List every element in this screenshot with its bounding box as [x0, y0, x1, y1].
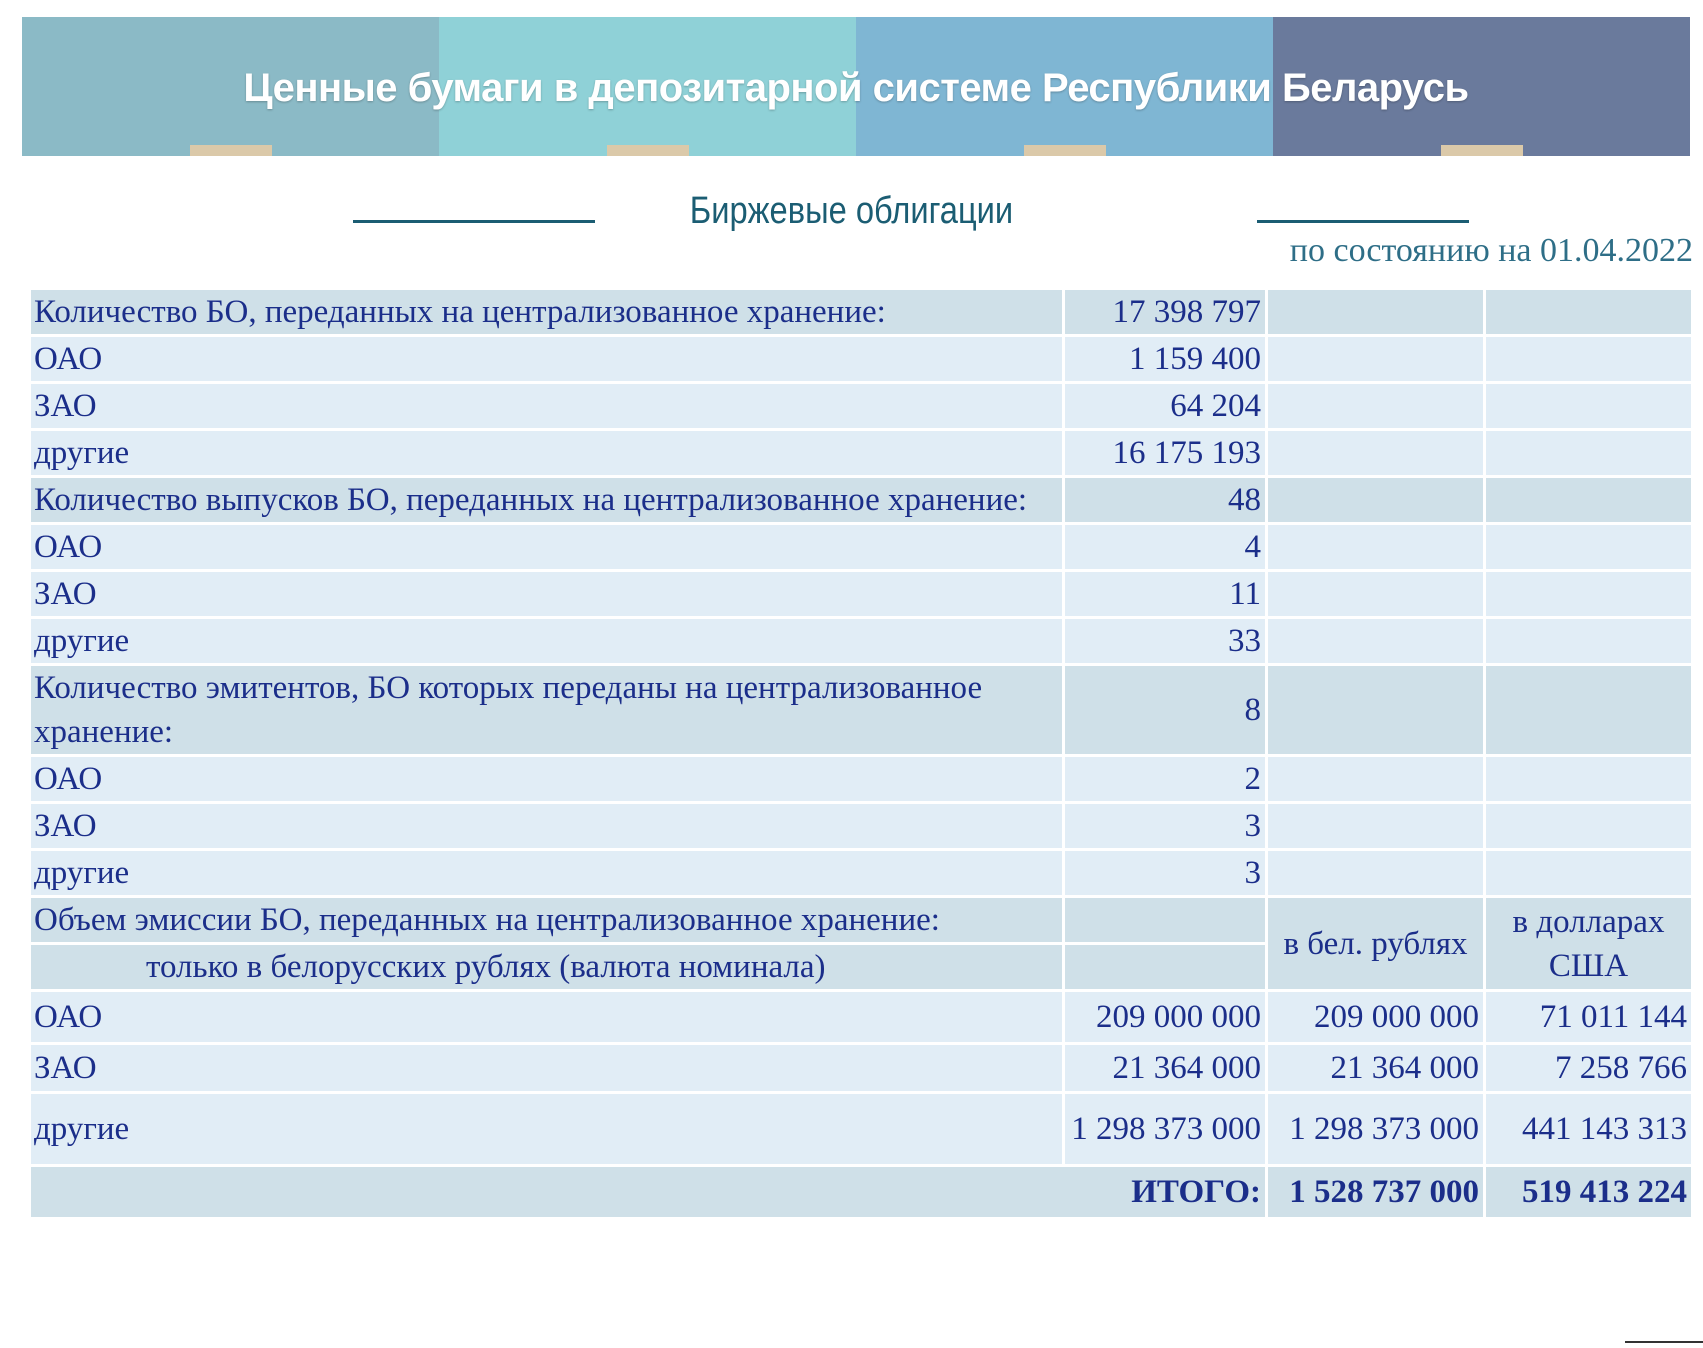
table-row	[30, 803, 1693, 850]
column-header-byn: в бел. рублях	[1267, 897, 1485, 991]
row-value-byn: 209 000 000	[1267, 991, 1485, 1044]
table-row	[30, 618, 1693, 665]
row-value: 4	[1064, 524, 1267, 571]
row-label: ОАО	[30, 991, 1064, 1044]
total-row	[30, 1166, 1693, 1219]
page-title: Ценные бумаги в депозитарной системе Республики Беларусь	[243, 66, 1469, 110]
row-value: 64 204	[1064, 383, 1267, 430]
row-value: 8	[1064, 665, 1267, 756]
table-row	[30, 1044, 1693, 1093]
table-row	[30, 289, 1693, 336]
table-row	[30, 430, 1693, 477]
row-label: другие	[30, 850, 1064, 897]
row-label: другие	[30, 1093, 1064, 1166]
table-row	[30, 1093, 1693, 1166]
section-subtitle: Биржевые облигации	[689, 190, 1014, 232]
table-row	[30, 897, 1693, 944]
subtitle-rule-right	[1257, 220, 1469, 223]
row-value: 16 175 193	[1064, 430, 1267, 477]
column-header-usd: в долларах США	[1485, 897, 1693, 991]
total-byn: 1 528 737 000	[1267, 1166, 1485, 1219]
row-value: 2	[1064, 756, 1267, 803]
row-value-usd: 71 011 144	[1485, 991, 1693, 1044]
table-row	[30, 336, 1693, 383]
table-row	[30, 756, 1693, 803]
table-row	[30, 383, 1693, 430]
total-usd: 519 413 224	[1485, 1166, 1693, 1219]
table-row	[30, 850, 1693, 897]
row-label: ОАО	[30, 756, 1064, 803]
bonds-table	[28, 287, 1694, 1220]
row-value-nominal: 21 364 000	[1064, 1044, 1267, 1093]
row-label: Количество БО, переданных на централизованное хранение:	[30, 289, 1064, 336]
row-value: 48	[1064, 477, 1267, 524]
row-label: ЗАО	[30, 571, 1064, 618]
table-row	[30, 665, 1693, 756]
row-label: Количество эмитентов, БО которых переданы на централизованное хранение:	[30, 665, 1064, 756]
row-label: ОАО	[30, 336, 1064, 383]
row-value-nominal: 1 298 373 000	[1064, 1093, 1267, 1166]
row-label: ЗАО	[30, 803, 1064, 850]
row-label: другие	[30, 430, 1064, 477]
row-value-byn: 1 298 373 000	[1267, 1093, 1485, 1166]
row-label: ЗАО	[30, 383, 1064, 430]
row-value: 3	[1064, 850, 1267, 897]
row-value-usd: 441 143 313	[1485, 1093, 1693, 1166]
table-row	[30, 477, 1693, 524]
total-label: ИТОГО:	[30, 1166, 1267, 1219]
table-row	[30, 991, 1693, 1044]
row-value: 1 159 400	[1064, 336, 1267, 383]
row-label: Количество выпусков БО, переданных на централизованное хранение:	[30, 477, 1064, 524]
row-label: ЗАО	[30, 1044, 1064, 1093]
as-of-date: по состоянию на 01.04.2022	[1289, 232, 1693, 269]
row-value-byn: 21 364 000	[1267, 1044, 1485, 1093]
row-label: только в белорусских рублях (валюта номинала)	[30, 944, 1064, 991]
row-label: ОАО	[30, 524, 1064, 571]
row-value: 17 398 797	[1064, 289, 1267, 336]
row-label: Объем эмиссии БО, переданных на централизованное хранение:	[30, 897, 1064, 944]
table-row	[30, 524, 1693, 571]
table-row	[30, 571, 1693, 618]
row-value-nominal: 209 000 000	[1064, 991, 1267, 1044]
row-label: другие	[30, 618, 1064, 665]
row-value: 11	[1064, 571, 1267, 618]
row-value-usd: 7 258 766	[1485, 1044, 1693, 1093]
row-value: 3	[1064, 803, 1267, 850]
row-value: 33	[1064, 618, 1267, 665]
corner-mark	[1625, 1331, 1703, 1343]
